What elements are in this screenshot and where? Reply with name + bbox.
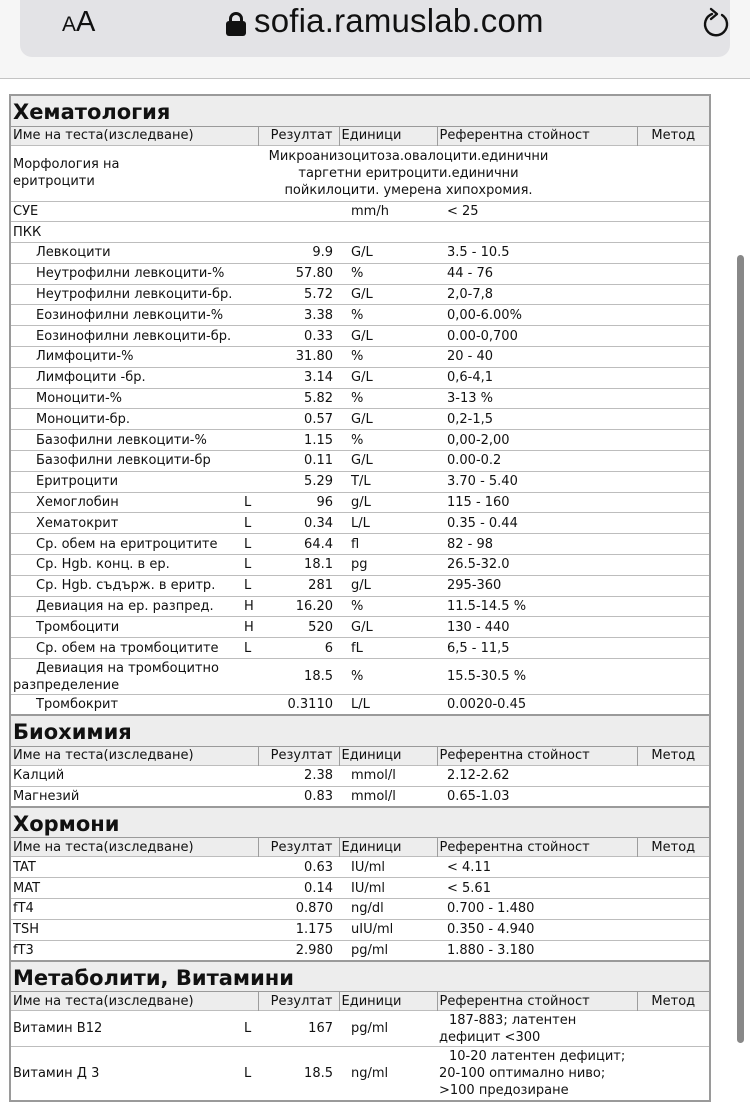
units: %	[339, 347, 437, 368]
test-name: Магнезий	[10, 786, 238, 807]
table-row	[10, 367, 710, 388]
reload-icon[interactable]	[700, 6, 732, 40]
result: 167	[258, 1011, 339, 1047]
reference: 0,6-4,1	[437, 367, 637, 388]
units: G/L	[339, 451, 437, 472]
result: 9.9	[258, 243, 339, 264]
table-row	[10, 1011, 710, 1047]
table-row	[10, 617, 710, 638]
flag: L	[238, 534, 258, 555]
test-name: Моноцити-бр.	[10, 409, 238, 430]
result: 520	[258, 617, 339, 638]
result: 18.1	[258, 555, 339, 576]
table-row	[10, 638, 710, 659]
reference: 82 - 98	[437, 534, 637, 555]
reference: 0,00-6.00%	[437, 305, 637, 326]
reference: 6,5 - 11,5	[437, 638, 637, 659]
flag	[238, 659, 258, 695]
flag	[238, 326, 258, 347]
section-title: Хематология	[10, 95, 710, 126]
units: fL	[339, 638, 437, 659]
units: %	[339, 596, 437, 617]
table-row	[10, 305, 710, 326]
test-name: Девиация на тромбоцитно разпределение	[10, 659, 238, 695]
reference: 0,2-1,5	[437, 409, 637, 430]
units: G/L	[339, 367, 437, 388]
test-name: fT3	[10, 940, 238, 961]
result: 18.5	[258, 659, 339, 695]
table-row	[10, 243, 710, 264]
test-name: Неутрофилни левкоцити-бр.	[10, 284, 238, 305]
browser-toolbar	[0, 0, 750, 79]
test-name: Ср. обем на еритроцитите	[10, 534, 238, 555]
flag	[238, 451, 258, 472]
flag	[238, 305, 258, 326]
test-name: TAT	[10, 857, 238, 878]
result: 3.38	[258, 305, 339, 326]
table-row	[10, 430, 710, 451]
reference: 3.70 - 5.40	[437, 471, 637, 492]
units: G/L	[339, 617, 437, 638]
reference: 130 - 440	[437, 617, 637, 638]
text-size-button[interactable]: AA	[62, 6, 96, 38]
test-name: Ср. Hgb. конц. в ер.	[10, 555, 238, 576]
units: G/L	[339, 326, 437, 347]
flag	[238, 388, 258, 409]
reference: 11.5-14.5 %	[437, 596, 637, 617]
flag	[238, 695, 258, 716]
test-name: Левкоцити	[10, 243, 238, 264]
units: L/L	[339, 695, 437, 716]
result: 0.63	[258, 857, 339, 878]
morphology-text: Микроанизоцитоза.овалоцити.единични таргетни еритроцити.единични пойкилоцити. умерена хипохромия.	[238, 145, 637, 201]
section-biochemistry	[10, 715, 710, 746]
result: 3.14	[258, 367, 339, 388]
flag: H	[238, 617, 258, 638]
column-header-row: Име на теста(изследване) Резултат Единици Референтна стойност Метод	[10, 746, 710, 765]
units: mm/h	[339, 201, 437, 222]
lock-icon	[226, 6, 246, 36]
test-name: Хематокрит	[10, 513, 238, 534]
units: ng/dl	[339, 899, 437, 920]
section-hormones	[10, 807, 710, 838]
test-name: Тромбоцити	[10, 617, 238, 638]
flag: L	[238, 492, 258, 513]
test-name: Еозинофилни левкоцити-бр.	[10, 326, 238, 347]
table-row	[10, 534, 710, 555]
reference: 0,00-2,00	[437, 430, 637, 451]
units: T/L	[339, 471, 437, 492]
reference: 0.350 - 4.940	[437, 919, 637, 940]
units: %	[339, 388, 437, 409]
reference: 15.5-30.5 %	[437, 659, 637, 695]
flag: L	[238, 1011, 258, 1047]
reference: 295-360	[437, 575, 637, 596]
reference: 20 - 40	[437, 347, 637, 368]
result: 0.870	[258, 899, 339, 920]
table-row	[10, 659, 710, 695]
reference: 2,0-7,8	[437, 284, 637, 305]
result: 0.14	[258, 878, 339, 899]
table-row	[10, 765, 710, 786]
units: %	[339, 263, 437, 284]
table-row	[10, 1047, 710, 1101]
test-name: Ср. обем на тромбоцитите	[10, 638, 238, 659]
units: uIU/ml	[339, 919, 437, 940]
result: 0.83	[258, 786, 339, 807]
column-header-row: Име на теста(изследване) Резултат Единици Референтна стойност Метод	[10, 992, 710, 1011]
col-method: Метод	[637, 126, 710, 145]
test-name: Тромбокрит	[10, 695, 238, 716]
test-name: Неутрофилни левкоцити-%	[10, 263, 238, 284]
flag: H	[238, 596, 258, 617]
table-row	[10, 222, 710, 243]
table-row	[10, 201, 710, 222]
flag	[238, 284, 258, 305]
results-table	[9, 94, 711, 1102]
result: 31.80	[258, 347, 339, 368]
table-row	[10, 575, 710, 596]
col-reference: Референтна стойност	[437, 126, 637, 145]
reference: < 25	[437, 201, 637, 222]
url-text: sofia.ramuslab.com	[254, 2, 544, 39]
reference: 0.00-0,700	[437, 326, 637, 347]
test-name: Витамин Д 3	[10, 1047, 238, 1101]
flag: L	[238, 638, 258, 659]
test-name: СУЕ	[10, 201, 238, 222]
reference: 0.700 - 1.480	[437, 899, 637, 920]
col-name: Име на теста(изследване)	[10, 126, 238, 145]
address-bar[interactable]	[20, 0, 730, 57]
test-name: Базофилни левкоцити-%	[10, 430, 238, 451]
reference: 0.35 - 0.44	[437, 513, 637, 534]
flag	[238, 347, 258, 368]
reference: 2.12-2.62	[437, 765, 637, 786]
result: 16.20	[258, 596, 339, 617]
table-row	[10, 513, 710, 534]
flag	[238, 243, 258, 264]
units: IU/ml	[339, 878, 437, 899]
units: g/L	[339, 575, 437, 596]
reference: 187-883; латентен дефицит <300	[437, 1011, 637, 1047]
flag: L	[238, 1047, 258, 1101]
units: pg/ml	[339, 1011, 437, 1047]
lab-results	[9, 94, 709, 1102]
flag	[238, 263, 258, 284]
table-row	[10, 786, 710, 807]
result: 2.980	[258, 940, 339, 961]
column-header-row	[10, 126, 710, 145]
table-row	[10, 326, 710, 347]
table-row	[10, 919, 710, 940]
column-header-row: Име на теста(изследване) Резултат Единици Референтна стойност Метод	[10, 838, 710, 857]
result: 5.72	[258, 284, 339, 305]
table-row	[10, 857, 710, 878]
test-name: Базофилни левкоцити-бр	[10, 451, 238, 472]
test-name: Лимфоцити -бр.	[10, 367, 238, 388]
result: 64.4	[258, 534, 339, 555]
reference: 10-20 латентен дефицит; 20-100 оптимално ниво; >100 предозиране	[437, 1047, 637, 1101]
test-name: Девиация на ер. разпред.	[10, 596, 238, 617]
group-label: ПКК	[10, 222, 710, 243]
table-row	[10, 899, 710, 920]
result: 57.80	[258, 263, 339, 284]
vertical-scrollbar[interactable]	[737, 255, 744, 1043]
table-row	[10, 695, 710, 716]
units: IU/ml	[339, 857, 437, 878]
units: G/L	[339, 243, 437, 264]
flag	[238, 471, 258, 492]
test-name: fT4	[10, 899, 238, 920]
test-name: Витамин B12	[10, 1011, 238, 1047]
test-name: Хемоглобин	[10, 492, 238, 513]
result: 18.5	[258, 1047, 339, 1101]
flag	[238, 409, 258, 430]
units: fl	[339, 534, 437, 555]
reference: 0.65-1.03	[437, 786, 637, 807]
col-units: Единици	[339, 126, 437, 145]
units: L/L	[339, 513, 437, 534]
result: 1.175	[258, 919, 339, 940]
result: 0.34	[258, 513, 339, 534]
units: %	[339, 305, 437, 326]
reference: 0.00-0.2	[437, 451, 637, 472]
table-row	[10, 145, 710, 201]
reference: < 5.61	[437, 878, 637, 899]
result: 0.11	[258, 451, 339, 472]
units: mmol/l	[339, 765, 437, 786]
flag: L	[238, 513, 258, 534]
flag	[238, 430, 258, 451]
test-name: MAT	[10, 878, 238, 899]
result: 0.33	[258, 326, 339, 347]
table-row	[10, 471, 710, 492]
flag: L	[238, 555, 258, 576]
reference: 3.5 - 10.5	[437, 243, 637, 264]
table-row	[10, 347, 710, 368]
section-title: Хормони	[10, 807, 710, 838]
flag	[238, 367, 258, 388]
result: 5.82	[258, 388, 339, 409]
table-row	[10, 555, 710, 576]
test-name: TSH	[10, 919, 238, 940]
units: %	[339, 430, 437, 451]
test-name: Моноцити-%	[10, 388, 238, 409]
units: G/L	[339, 409, 437, 430]
units: %	[339, 659, 437, 695]
units: g/L	[339, 492, 437, 513]
units: ng/ml	[339, 1047, 437, 1101]
table-row	[10, 878, 710, 899]
test-name: Лимфоцити-%	[10, 347, 238, 368]
flag: L	[238, 575, 258, 596]
section-title: Биохимия	[10, 715, 710, 746]
result: 96	[258, 492, 339, 513]
section-title: Метаболити, Витамини	[10, 961, 710, 992]
section-hematology	[10, 95, 710, 126]
test-name: Ср. Hgb. съдърж. в еритр.	[10, 575, 238, 596]
table-row	[10, 388, 710, 409]
units: G/L	[339, 284, 437, 305]
table-row	[10, 263, 710, 284]
table-row	[10, 409, 710, 430]
test-name: Морфология на еритроцити	[10, 145, 238, 201]
test-name: Еозинофилни левкоцити-%	[10, 305, 238, 326]
result: 0.57	[258, 409, 339, 430]
col-result: Резултат	[258, 126, 339, 145]
reference: 1.880 - 3.180	[437, 940, 637, 961]
table-row	[10, 284, 710, 305]
reference: 115 - 160	[437, 492, 637, 513]
result: 1.15	[258, 430, 339, 451]
url-display[interactable]	[226, 2, 544, 40]
result: 6	[258, 638, 339, 659]
reference: 3-13 %	[437, 388, 637, 409]
table-row	[10, 940, 710, 961]
result: 2.38	[258, 765, 339, 786]
reference: 0.0020-0.45	[437, 695, 637, 716]
test-name: Еритроцити	[10, 471, 238, 492]
reference: 44 - 76	[437, 263, 637, 284]
units: pg	[339, 555, 437, 576]
table-row	[10, 596, 710, 617]
table-row	[10, 492, 710, 513]
result: 0.3110	[258, 695, 339, 716]
reference: 26.5-32.0	[437, 555, 637, 576]
table-row	[10, 451, 710, 472]
units: mmol/l	[339, 786, 437, 807]
reference: < 4.11	[437, 857, 637, 878]
result: 5.29	[258, 471, 339, 492]
units: pg/ml	[339, 940, 437, 961]
section-vitamins	[10, 961, 710, 992]
test-name: Калций	[10, 765, 238, 786]
result: 281	[258, 575, 339, 596]
